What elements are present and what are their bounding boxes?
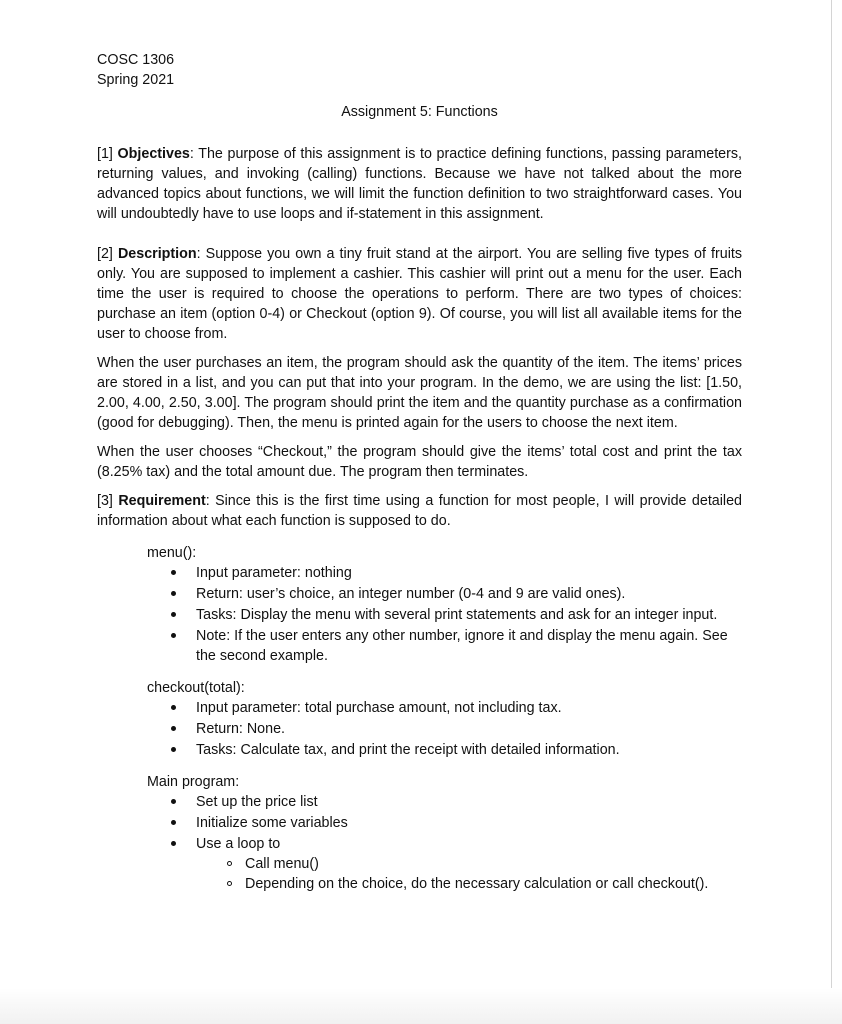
requirement-text: : Since this is the first time using a function for most people, I will provide detailed information about what each function is supposed to do. [97,493,742,529]
list-item: Tasks: Display the menu with several print statements and ask for an integer input. [167,605,742,625]
document-body [97,50,742,895]
requirement-paragraph [97,491,742,531]
sub-list-item: Call menu() [225,854,742,874]
list-item: Tasks: Calculate tax, and print the receipt with detailed information. [167,740,742,760]
description-label: Description [117,246,197,262]
description-number: [2] [97,246,118,262]
list-item: Return: user’s choice, an integer number (0-4 and 9 are valid ones). [167,584,742,604]
objectives-label: Objectives [117,146,190,162]
list-item: Set up the price list [167,792,742,812]
description-paragraph-3: When the user chooses “Checkout,” the program should give the items’ total cost and print the tax (8.25% tax) and the total amount due. The program then terminates. [97,444,742,480]
menu-function-list [147,563,742,666]
checkout-function-title: checkout(total): [147,680,245,696]
requirement-label: Requirement [118,493,206,509]
loop-sub-list [196,854,742,894]
requirement-number: [3] [97,493,119,509]
list-item-text: Use a loop to [196,836,281,852]
main-program-list [147,792,742,894]
list-item: Input parameter: total purchase amount, not including tax. [167,698,742,718]
checkout-function-section [147,678,742,760]
list-item [167,834,742,894]
menu-function-section [147,543,742,666]
objectives-number: [1] [97,146,118,162]
list-item: Input parameter: nothing [167,563,742,583]
course-code: COSC 1306 [97,52,175,68]
objectives-text: : The purpose of this assignment is to practice defining functions, passing parameters, returning values, and invoking (calling) functions. Because we have not talked about the more advanced topics about functions, we will limit the function definition to two straightforward cases. You will undoubtedly have to use loops and if-statement in this assignment. [97,146,742,222]
main-program-section [147,772,742,894]
description-paragraph [97,244,742,344]
page-bottom-shade [0,988,842,1024]
sub-list-item: Depending on the choice, do the necessary calculation or call checkout(). [225,874,742,894]
main-program-title: Main program: [147,774,240,790]
assignment-title: Assignment 5: Functions [341,104,498,120]
description-paragraph-2: When the user purchases an item, the program should ask the quantity of the item. The items’ prices are stored in a list, and you can put that into your program. In the demo, we are using the list: [1.50, 2.00, 4.00, 2.50, 3.00]. The program should print the item and the quantity purchase as a confirmation (good for debugging). Then, the menu is printed again for the users to choose the next item. [97,355,742,431]
description-text: : Suppose you own a tiny fruit stand at the airport. You are selling five types of fruits only. You are supposed to implement a cashier. This cashier will print out a menu for the user. Each time the user is required to choose the operations to perform. There are two types of choices: purchase an item (option 0-4) or Checkout (option 9). Of course, you will list all available items for the user to choose from. [97,246,743,342]
objectives-paragraph [97,144,742,224]
list-item: Initialize some variables [167,813,742,833]
list-item: Return: None. [167,719,742,739]
term: Spring 2021 [97,72,175,88]
list-item: Note: If the user enters any other number, ignore it and display the menu again. See the second example. [167,626,742,666]
menu-function-title: menu(): [147,545,197,561]
checkout-function-list [147,698,742,760]
